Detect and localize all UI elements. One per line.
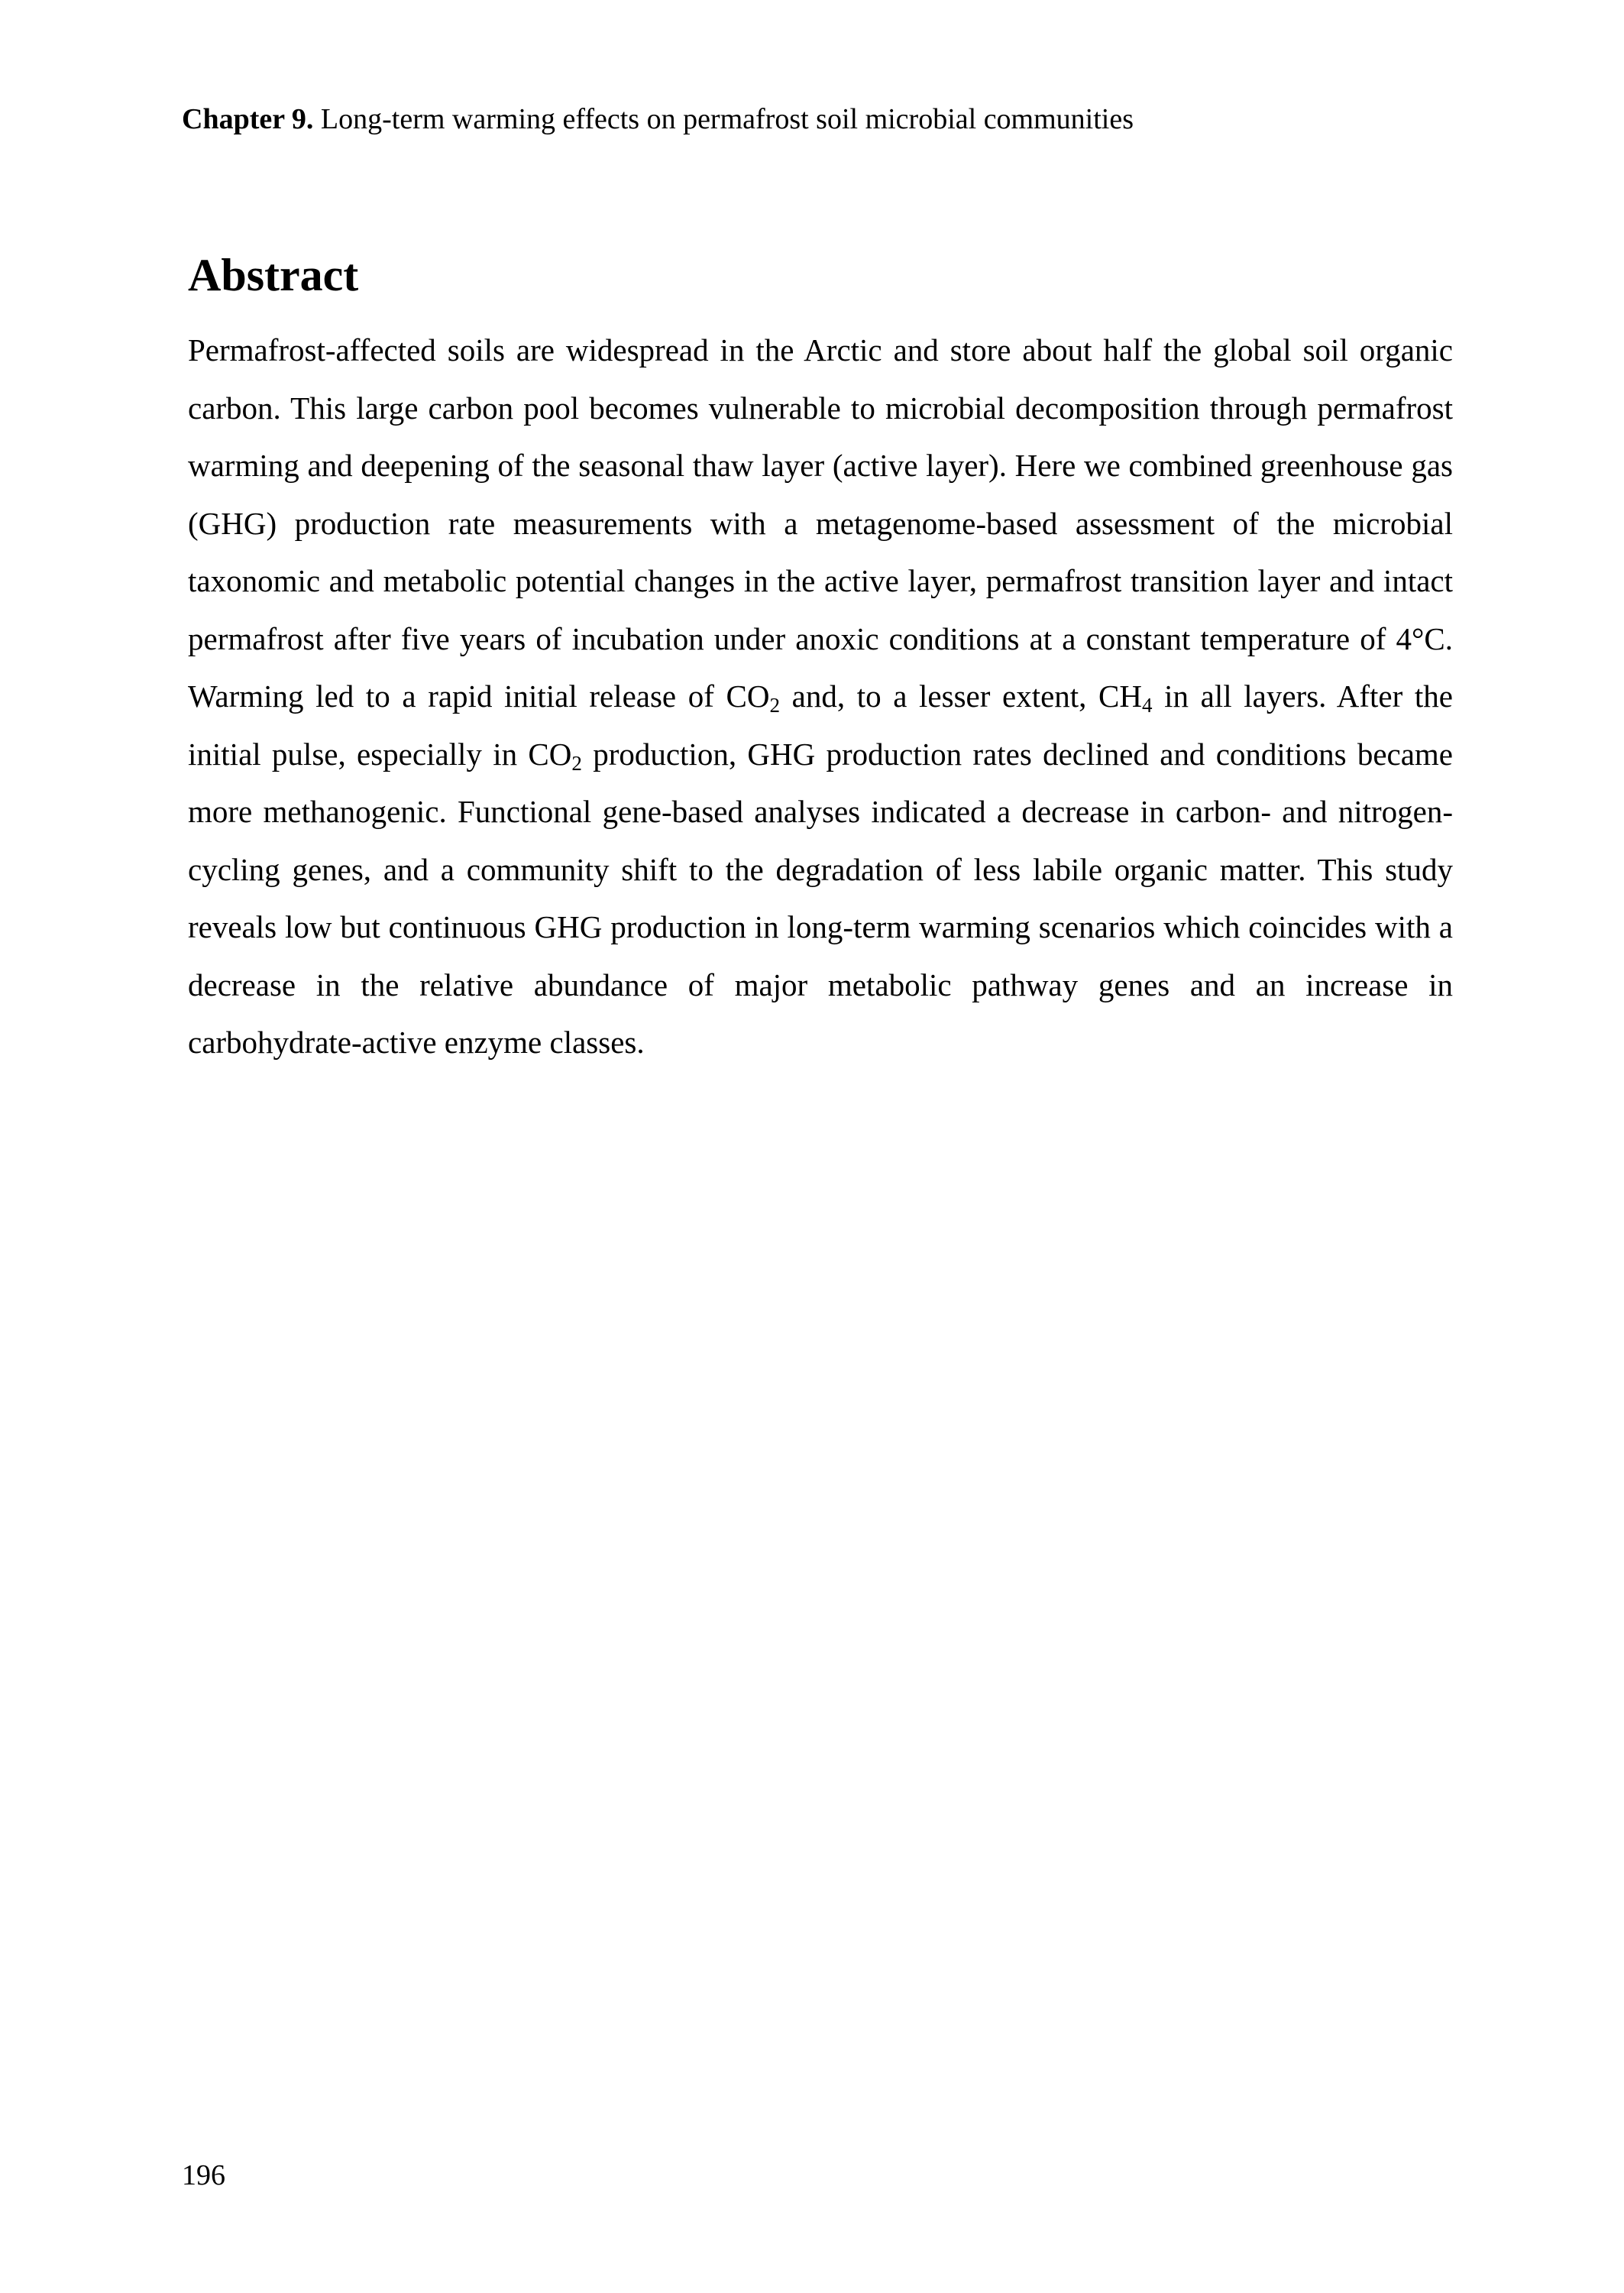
co2-subscript: 2 <box>769 693 781 717</box>
page-number: 196 <box>182 2159 225 2191</box>
abstract-text: Permafrost-affected soils are widespread in the Arctic and store about half the global soil organic carbon. This large carbon pool becomes vulnerable to microbial decomposition through permafrost warming and deepening of the seasonal thaw layer (active layer). Here we combined greenhouse gas (GHG) production rate measurements with a metagenome-based assessment of the microbial taxonomic and metabolic potential changes in the active layer, permafrost transition layer and intact permafrost after five years of incubation under anoxic conditions at a constant temperature of 4°C. Warming led to a rapid initial release of <box>188 332 1453 714</box>
co2-formula: CO <box>528 736 572 772</box>
chapter-title: Long-term warming effects on permafrost soil microbial communities <box>320 103 1134 135</box>
section-heading: Abstract <box>188 250 359 300</box>
abstract-text: production, GHG production rates declined and conditions became more methanogenic. Functional gene-based analyses indicated a decrease in carbon- and nitrogen-cycling genes, and a community shift to the degradation of less labile organic matter. This study reveals low but continuous GHG production in long-term warming scenarios which coincides with a decrease in the relative abundance of major metabolic pathway genes and an increase in carbohydrate-active enzyme classes. <box>188 736 1453 1060</box>
abstract-text: and, to a lesser extent, <box>780 679 1099 714</box>
abstract-paragraph <box>188 322 1453 1072</box>
ch4-subscript: 4 <box>1142 693 1153 717</box>
abstract-text: in all layers. After the initial pulse, especially in <box>188 679 1453 772</box>
co2-subscript: 2 <box>571 751 582 775</box>
running-header <box>182 101 1450 138</box>
chapter-label: Chapter 9. <box>182 103 314 135</box>
ch4-formula: CH <box>1098 679 1143 714</box>
co2-formula: CO <box>726 679 770 714</box>
